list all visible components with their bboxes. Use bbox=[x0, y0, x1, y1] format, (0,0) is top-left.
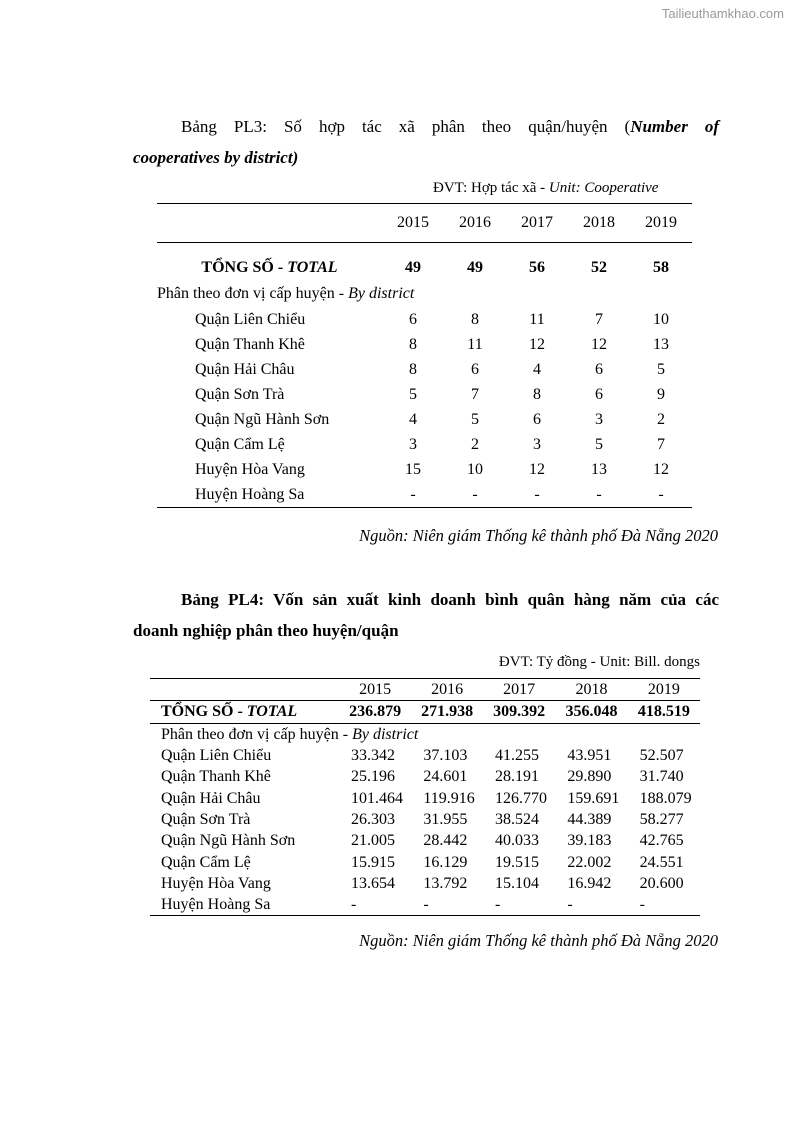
table2-unit: ĐVT: Tỷ đồng - Unit: Bill. dongs bbox=[498, 654, 700, 670]
table-row bbox=[157, 482, 692, 508]
table1-caption-en-2: cooperatives by district) bbox=[133, 148, 299, 167]
cell-value: 25.196 bbox=[351, 768, 395, 786]
cell-value: 6 bbox=[595, 360, 603, 378]
table2-source: Nguồn: Niên giám Thống kê thành phố Đà Nẵng 2020 bbox=[359, 931, 718, 950]
cell-value: 15.104 bbox=[494, 874, 539, 892]
total-value: 309.392 bbox=[483, 701, 555, 723]
header-empty-cell bbox=[157, 204, 382, 243]
cell-value: 39.183 bbox=[567, 832, 612, 850]
cell-value: 31.955 bbox=[423, 810, 468, 828]
cell-value: 5 bbox=[657, 360, 665, 378]
cell-value: 2 bbox=[657, 410, 665, 428]
cell-value: 4 bbox=[409, 410, 417, 428]
cell-value: 38.524 bbox=[494, 810, 539, 828]
cooperatives-table bbox=[157, 203, 692, 508]
total-value: 356.048 bbox=[555, 701, 627, 723]
cell-value: 6 bbox=[595, 385, 603, 403]
cell-value: 7 bbox=[657, 435, 665, 453]
cell-value: 26.303 bbox=[351, 810, 395, 828]
cell-value: 5 bbox=[471, 410, 479, 428]
cell-value: 159.691 bbox=[567, 789, 620, 807]
cell-value: 43.951 bbox=[567, 747, 612, 765]
cell-value: 16.942 bbox=[567, 874, 612, 892]
cell-value: 44.389 bbox=[567, 810, 612, 828]
cell-value: 2 bbox=[471, 435, 479, 453]
cell-value: 3 bbox=[409, 435, 417, 453]
group-label: Phân theo đơn vị cấp huyện - By district bbox=[157, 285, 415, 302]
cell-value: - bbox=[568, 482, 630, 508]
capital-table bbox=[150, 678, 700, 916]
year-header: 2017 bbox=[483, 679, 555, 701]
table2-caption-line-2: doanh nghiệp phân theo huyện/quận bbox=[133, 621, 399, 640]
district-name: Quận Liên Chiểu bbox=[195, 310, 306, 328]
year-header: 2018 bbox=[555, 679, 627, 701]
table-row bbox=[150, 766, 700, 787]
table-row bbox=[157, 457, 692, 482]
cell-value: 13.654 bbox=[351, 874, 395, 892]
table-row bbox=[150, 787, 700, 808]
total-value: 271.938 bbox=[411, 701, 483, 723]
district-name: Huyện Hòa Vang bbox=[195, 460, 305, 478]
cell-value: 12 bbox=[529, 460, 545, 478]
district-name: Quận Hải Châu bbox=[195, 360, 295, 378]
district-name: Quận Thanh Khê bbox=[195, 335, 305, 353]
cell-value: 6 bbox=[533, 410, 541, 428]
cell-value: - bbox=[382, 482, 444, 508]
year-header: 2015 bbox=[382, 204, 444, 243]
district-name: Huyện Hoàng Sa bbox=[157, 482, 382, 508]
district-name: Quận Liên Chiểu bbox=[161, 747, 272, 765]
cell-value: 101.464 bbox=[351, 789, 403, 807]
year-header: 2018 bbox=[568, 204, 630, 243]
cell-value: 40.033 bbox=[494, 832, 539, 850]
district-name: Quận Ngũ Hành Sơn bbox=[195, 410, 330, 428]
table1-caption-en-1: Number of bbox=[630, 117, 719, 136]
table-row bbox=[157, 332, 692, 357]
cell-value: 7 bbox=[471, 385, 479, 403]
cell-value: 188.079 bbox=[639, 789, 692, 807]
cell-value: - bbox=[339, 894, 411, 916]
cell-value: 8 bbox=[409, 360, 417, 378]
table-row bbox=[157, 432, 692, 457]
table1-unit bbox=[433, 180, 658, 197]
cell-value: 37.103 bbox=[423, 747, 468, 765]
table1-caption-prefix: Bảng PL3: Số hợp tác xã phân theo quận/huyện ( bbox=[181, 117, 631, 136]
table-row bbox=[150, 894, 700, 916]
cell-value: 5 bbox=[595, 435, 603, 453]
header-empty-cell bbox=[150, 679, 339, 701]
total-value: 236.879 bbox=[339, 701, 411, 723]
table1-unit-en: Unit: Cooperative bbox=[548, 180, 659, 196]
cell-value: - bbox=[628, 894, 700, 916]
district-name: Huyện Hòa Vang bbox=[161, 874, 271, 892]
cell-value: 16.129 bbox=[423, 853, 468, 871]
group-row bbox=[150, 723, 700, 745]
total-row bbox=[157, 255, 692, 281]
cell-value: 11 bbox=[467, 335, 483, 353]
cell-value: 29.890 bbox=[567, 768, 612, 786]
table1-caption bbox=[133, 111, 719, 173]
cell-value: 11 bbox=[529, 310, 545, 328]
cell-value: 12 bbox=[591, 335, 607, 353]
year-header: 2015 bbox=[339, 679, 411, 701]
cell-value: 24.551 bbox=[639, 853, 684, 871]
cell-value: 28.191 bbox=[494, 768, 539, 786]
total-value: 58 bbox=[653, 259, 669, 276]
cell-value: 21.005 bbox=[351, 832, 395, 850]
table-row bbox=[150, 809, 700, 830]
cell-value: 10 bbox=[653, 310, 669, 328]
district-name: Quận Cẩm Lệ bbox=[161, 853, 251, 871]
cell-value: 33.342 bbox=[351, 747, 395, 765]
year-header: 2016 bbox=[444, 204, 506, 243]
cell-value: 31.740 bbox=[639, 768, 684, 786]
cell-value: 119.916 bbox=[423, 789, 475, 807]
cell-value: 3 bbox=[533, 435, 541, 453]
cell-value: 42.765 bbox=[639, 832, 684, 850]
cell-value: 19.515 bbox=[494, 853, 539, 871]
cell-value: 10 bbox=[467, 460, 483, 478]
district-name: Quận Cẩm Lệ bbox=[195, 435, 285, 453]
cell-value: 13.792 bbox=[423, 874, 468, 892]
table-header-row bbox=[157, 204, 692, 243]
year-header: 2019 bbox=[630, 204, 692, 243]
district-name: Quận Ngũ Hành Sơn bbox=[161, 832, 296, 850]
cell-value: 5 bbox=[409, 385, 417, 403]
table-row bbox=[150, 830, 700, 851]
table1-unit-vi: ĐVT: Hợp tác xã - bbox=[433, 180, 549, 196]
cell-value: - bbox=[444, 482, 506, 508]
watermark: Tailieuthamkhao.com bbox=[661, 6, 784, 21]
cell-value: 58.277 bbox=[639, 810, 684, 828]
cell-value: 3 bbox=[595, 410, 603, 428]
total-value: 52 bbox=[591, 259, 607, 276]
total-row bbox=[150, 701, 700, 723]
total-value: 418.519 bbox=[628, 701, 700, 723]
cell-value: 24.601 bbox=[423, 768, 468, 786]
district-name: Quận Sơn Trà bbox=[161, 810, 251, 828]
table-header-row bbox=[150, 679, 700, 701]
table-row bbox=[157, 407, 692, 432]
cell-value: 12 bbox=[653, 460, 669, 478]
cell-value: 52.507 bbox=[639, 747, 684, 765]
cell-value: - bbox=[483, 894, 555, 916]
cell-value: 12 bbox=[529, 335, 545, 353]
table2-caption bbox=[133, 584, 719, 646]
cell-value: 126.770 bbox=[494, 789, 547, 807]
year-header: 2016 bbox=[411, 679, 483, 701]
table-row bbox=[157, 307, 692, 332]
district-name: Quận Hải Châu bbox=[161, 789, 261, 807]
cell-value: - bbox=[555, 894, 627, 916]
cell-value: 9 bbox=[657, 385, 665, 403]
table-row bbox=[157, 382, 692, 407]
total-value: 56 bbox=[529, 259, 545, 276]
district-name: Quận Thanh Khê bbox=[161, 768, 271, 786]
cell-value: 15 bbox=[405, 460, 421, 478]
cell-value: 13 bbox=[591, 460, 607, 478]
cell-value: 20.600 bbox=[639, 874, 684, 892]
table-row bbox=[150, 873, 700, 894]
cell-value: 22.002 bbox=[567, 853, 612, 871]
cell-value: - bbox=[630, 482, 692, 508]
total-value: 49 bbox=[405, 259, 421, 276]
year-header: 2019 bbox=[628, 679, 700, 701]
table-row bbox=[150, 745, 700, 766]
table-row bbox=[157, 357, 692, 382]
year-header: 2017 bbox=[506, 204, 568, 243]
cell-value: 41.255 bbox=[494, 747, 539, 765]
cell-value: 4 bbox=[533, 360, 541, 378]
group-label: Phân theo đơn vị cấp huyện - By district bbox=[161, 725, 419, 743]
cell-value: 6 bbox=[471, 360, 479, 378]
table1-source: Nguồn: Niên giám Thống kê thành phố Đà Nẵng 2020 bbox=[359, 526, 718, 545]
cell-value: - bbox=[411, 894, 483, 916]
table2-caption-line-1: Bảng PL4: Vốn sản xuất kinh doanh bình quân hàng năm của các bbox=[181, 590, 719, 609]
cell-value: 8 bbox=[409, 335, 417, 353]
table-row bbox=[150, 851, 700, 872]
cell-value: 13 bbox=[653, 335, 669, 353]
cell-value: 8 bbox=[471, 310, 479, 328]
district-name: Quận Sơn Trà bbox=[195, 385, 285, 403]
cell-value: 28.442 bbox=[423, 832, 468, 850]
total-value: 49 bbox=[467, 259, 483, 276]
cell-value: 8 bbox=[533, 385, 541, 403]
cell-value: 7 bbox=[595, 310, 603, 328]
total-label: TỔNG SỐ - TOTAL bbox=[150, 701, 339, 723]
cell-value: 6 bbox=[409, 310, 417, 328]
cell-value: 15.915 bbox=[351, 853, 395, 871]
cell-value: - bbox=[506, 482, 568, 508]
total-label: TỔNG SỐ - TOTAL bbox=[201, 259, 338, 276]
group-row bbox=[157, 281, 692, 307]
district-name: Huyện Hoàng Sa bbox=[150, 894, 339, 916]
